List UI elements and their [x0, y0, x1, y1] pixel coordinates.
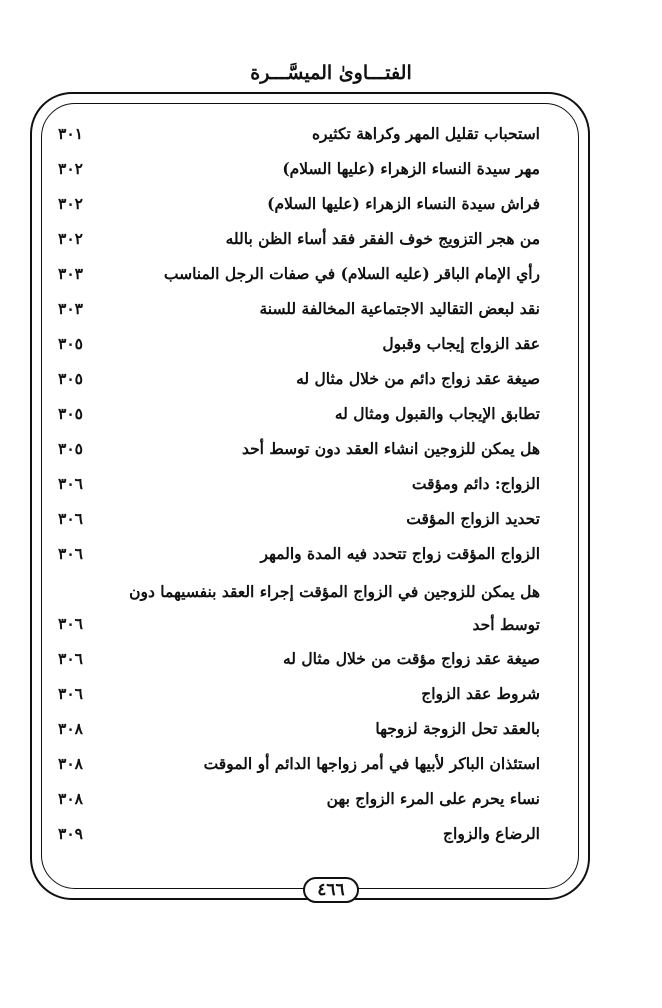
toc-row	[58, 396, 540, 431]
toc-row	[58, 676, 540, 711]
toc-entry-title: الرضاع والزواج	[443, 824, 540, 843]
toc-row	[58, 116, 540, 151]
toc-entry-title: نقد لبعض التقاليد الاجتماعية المخالفة للسنة	[259, 299, 540, 318]
toc-row	[58, 501, 540, 536]
toc-entry-title: الزواج المؤقت زواج تتحدد فيه المدة والمهر	[260, 544, 540, 563]
toc-entry-title: من هجر التزويج خوف الفقر فقد أساء الظن بالله	[225, 229, 540, 248]
toc-entry-page: ٣٠٦	[58, 614, 83, 633]
toc-entry-page: ٣٠١	[58, 124, 83, 143]
toc-entry-title: الزواج: دائم ومؤقت	[411, 474, 540, 493]
toc-row	[58, 536, 540, 571]
toc-entry-title-line-2: توسط أحد	[472, 615, 540, 634]
toc-row	[58, 781, 540, 816]
toc-entry-page: ٣٠٨	[58, 789, 83, 808]
toc-entry-title: هل يمكن للزوجين انشاء العقد دون توسط أحد	[241, 439, 540, 458]
toc-entry-title: صيغة عقد زواج مؤقت من خلال مثال له	[282, 649, 540, 668]
toc-entry-page: ٣٠٣	[58, 299, 83, 318]
toc-entry-page: ٣٠٦	[58, 509, 83, 528]
toc-row	[58, 326, 540, 361]
toc-entry-page: ٣٠٣	[58, 264, 83, 283]
toc-entry-page: ٣٠٢	[58, 159, 83, 178]
toc-entry-page: ٣٠٥	[58, 334, 83, 353]
toc-row	[58, 746, 540, 781]
toc-row	[58, 571, 540, 641]
table-of-contents	[58, 116, 540, 851]
page-number: ٤٦٦	[303, 877, 358, 903]
running-header: الفتـــاوىٰ الميسَّـــرة	[250, 62, 412, 84]
toc-entry-page: ٣٠٢	[58, 194, 83, 213]
toc-row	[58, 711, 540, 746]
toc-entry-title: مهر سيدة النساء الزهراء (عليها السلام)	[282, 159, 540, 178]
toc-entry-title-line-1: هل يمكن للزوجين في الزواج المؤقت إجراء العقد بنفسيهما دون	[129, 582, 540, 601]
toc-entry-page: ٣٠٦	[58, 684, 83, 703]
toc-row	[58, 816, 540, 851]
toc-row	[58, 186, 540, 221]
toc-entry-title: عقد الزواج إيجاب وقبول	[382, 334, 540, 353]
toc-entry-title: صيغة عقد زواج دائم من خلال مثال له	[296, 369, 540, 388]
toc-entry-page: ٣٠٦	[58, 544, 83, 563]
toc-row	[58, 291, 540, 326]
toc-row	[58, 431, 540, 466]
toc-entry-title: رأي الإمام الباقر (عليه السلام) في صفات الرجل المناسب	[163, 264, 540, 283]
toc-entry-page: ٣٠٩	[58, 824, 83, 843]
toc-entry-title: استحباب تقليل المهر وكراهة تكثيره	[311, 124, 540, 143]
toc-row	[58, 466, 540, 501]
toc-entry-title: بالعقد تحل الزوجة لزوجها	[375, 719, 540, 738]
toc-entry-title: تحديد الزواج المؤقت	[406, 509, 540, 528]
footer	[0, 877, 662, 903]
toc-entry-page: ٣٠٥	[58, 404, 83, 423]
toc-row	[58, 151, 540, 186]
toc-entry-page: ٣٠٨	[58, 754, 83, 773]
toc-entry-title: نساء يحرم على المرء الزواج بهن	[326, 789, 540, 808]
toc-entry-title: شروط عقد الزواج	[421, 684, 540, 703]
toc-row	[58, 361, 540, 396]
toc-entry-title: استئذان الباكر لأبيها في أمر زواجها الدائم أو الموقت	[203, 754, 540, 773]
toc-row	[58, 256, 540, 291]
toc-entry-title: تطابق الإيجاب والقبول ومثال له	[334, 404, 540, 423]
toc-entry-page: ٣٠٨	[58, 719, 83, 738]
toc-entry-title	[128, 575, 540, 641]
toc-entry-title: فراش سيدة النساء الزهراء (عليها السلام)	[267, 194, 540, 213]
toc-entry-page: ٣٠٢	[58, 229, 83, 248]
toc-row	[58, 221, 540, 256]
toc-entry-page: ٣٠٥	[58, 439, 83, 458]
toc-entry-page: ٣٠٥	[58, 369, 83, 388]
toc-entry-page: ٣٠٦	[58, 649, 83, 668]
toc-entry-page: ٣٠٦	[58, 474, 83, 493]
toc-row	[58, 641, 540, 676]
